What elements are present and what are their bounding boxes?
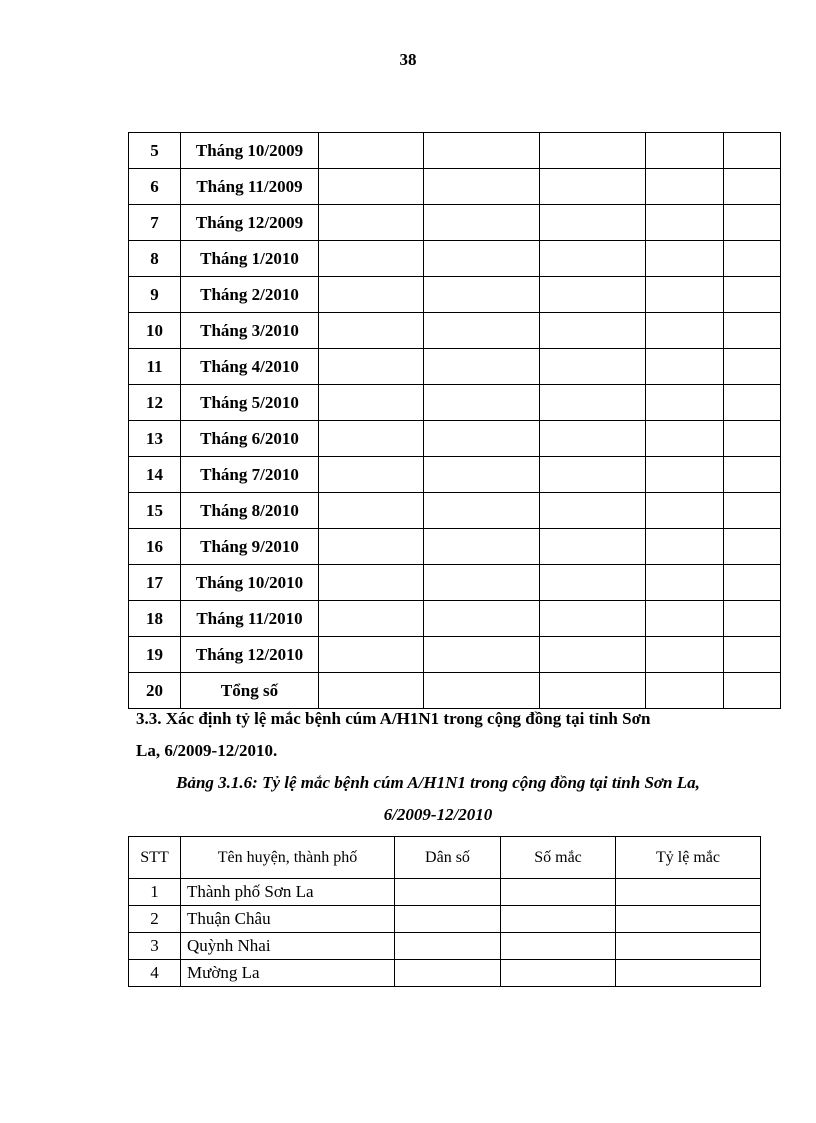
row-stt: 5 <box>129 133 181 169</box>
empty-cell <box>646 133 724 169</box>
table-row <box>129 133 781 169</box>
empty-cell <box>424 565 540 601</box>
row-stt: 7 <box>129 205 181 241</box>
table-row <box>129 241 781 277</box>
empty-cell <box>616 933 761 960</box>
empty-cell <box>646 349 724 385</box>
row-month: Tháng 7/2010 <box>181 457 319 493</box>
empty-cell <box>646 529 724 565</box>
table-row <box>129 565 781 601</box>
empty-cell <box>724 169 781 205</box>
section-heading-line1: 3.3. Xác định tỷ lệ mắc bệnh cúm A/H1N1 trong cộng đồng tại tỉnh Sơn <box>136 709 651 728</box>
table-row <box>129 313 781 349</box>
page-number: 38 <box>399 50 417 69</box>
district-name: Quỳnh Nhai <box>181 933 395 960</box>
empty-cell <box>319 529 424 565</box>
empty-cell <box>646 169 724 205</box>
row-month: Tháng 8/2010 <box>181 493 319 529</box>
header-population: Dân số <box>395 837 501 879</box>
row-stt: 9 <box>129 277 181 313</box>
empty-cell <box>424 637 540 673</box>
empty-cell <box>424 349 540 385</box>
empty-cell <box>540 637 646 673</box>
empty-cell <box>319 169 424 205</box>
row-month: Tổng số <box>181 673 319 709</box>
empty-cell <box>646 205 724 241</box>
district-header-row <box>129 837 761 879</box>
empty-cell <box>424 313 540 349</box>
table-row <box>129 457 781 493</box>
empty-cell <box>319 133 424 169</box>
empty-cell <box>319 349 424 385</box>
row-month: Tháng 4/2010 <box>181 349 319 385</box>
empty-cell <box>540 529 646 565</box>
empty-cell <box>724 313 781 349</box>
row-month: Tháng 9/2010 <box>181 529 319 565</box>
empty-cell <box>501 879 616 906</box>
row-month: Tháng 2/2010 <box>181 277 319 313</box>
row-stt: 19 <box>129 637 181 673</box>
empty-cell <box>319 277 424 313</box>
empty-cell <box>319 493 424 529</box>
empty-cell <box>724 601 781 637</box>
row-month: Tháng 10/2010 <box>181 565 319 601</box>
empty-cell <box>501 960 616 987</box>
row-stt: 6 <box>129 169 181 205</box>
empty-cell <box>616 879 761 906</box>
row-month: Tháng 12/2010 <box>181 637 319 673</box>
district-stt: 4 <box>129 960 181 987</box>
row-stt: 11 <box>129 349 181 385</box>
empty-cell <box>724 565 781 601</box>
empty-cell <box>724 385 781 421</box>
empty-cell <box>540 421 646 457</box>
empty-cell <box>724 493 781 529</box>
empty-cell <box>424 241 540 277</box>
district-stt: 3 <box>129 933 181 960</box>
row-month: Tháng 5/2010 <box>181 385 319 421</box>
empty-cell <box>540 565 646 601</box>
empty-cell <box>724 133 781 169</box>
empty-cell <box>646 241 724 277</box>
empty-cell <box>540 133 646 169</box>
district-name: Mường La <box>181 960 395 987</box>
empty-cell <box>319 565 424 601</box>
empty-cell <box>501 906 616 933</box>
district-stt: 1 <box>129 879 181 906</box>
empty-cell <box>540 349 646 385</box>
table-row <box>129 277 781 313</box>
table-row <box>129 933 761 960</box>
empty-cell <box>424 529 540 565</box>
row-stt: 13 <box>129 421 181 457</box>
table-caption-line2: 6/2009-12/2010 <box>383 805 493 824</box>
district-stt: 2 <box>129 906 181 933</box>
empty-cell <box>724 529 781 565</box>
row-stt: 14 <box>129 457 181 493</box>
row-month: Tháng 11/2010 <box>181 601 319 637</box>
empty-cell <box>424 169 540 205</box>
empty-cell <box>724 637 781 673</box>
empty-cell <box>646 637 724 673</box>
empty-cell <box>424 205 540 241</box>
empty-cell <box>540 313 646 349</box>
empty-cell <box>646 457 724 493</box>
empty-cell <box>319 241 424 277</box>
empty-cell <box>724 421 781 457</box>
table-row <box>129 637 781 673</box>
empty-cell <box>724 349 781 385</box>
table-row <box>129 349 781 385</box>
empty-cell <box>501 933 616 960</box>
empty-cell <box>724 241 781 277</box>
empty-cell <box>319 637 424 673</box>
empty-cell <box>395 906 501 933</box>
empty-cell <box>319 457 424 493</box>
empty-cell <box>540 493 646 529</box>
empty-cell <box>424 133 540 169</box>
empty-cell <box>646 385 724 421</box>
empty-cell <box>540 601 646 637</box>
table-row <box>129 906 761 933</box>
empty-cell <box>540 457 646 493</box>
table-row <box>129 421 781 457</box>
section-heading-line2: La, 6/2009-12/2010. <box>136 741 278 760</box>
empty-cell <box>319 601 424 637</box>
empty-cell <box>646 277 724 313</box>
empty-cell <box>424 277 540 313</box>
row-stt: 8 <box>129 241 181 277</box>
table-caption-line1: Bảng 3.1.6: Tỷ lệ mắc bệnh cúm A/H1N1 trong cộng đồng tại tỉnh Sơn La, <box>176 773 700 792</box>
empty-cell <box>616 960 761 987</box>
header-rate: Tỷ lệ mắc <box>616 837 761 879</box>
table-row <box>129 529 781 565</box>
empty-cell <box>540 277 646 313</box>
monthly-table <box>128 132 781 709</box>
table-row <box>129 169 781 205</box>
empty-cell <box>724 205 781 241</box>
empty-cell <box>319 205 424 241</box>
empty-cell <box>424 493 540 529</box>
district-table <box>128 836 761 987</box>
table-row <box>129 493 781 529</box>
empty-cell <box>646 565 724 601</box>
district-name: Thành phố Sơn La <box>181 879 395 906</box>
empty-cell <box>724 277 781 313</box>
empty-cell <box>319 421 424 457</box>
empty-cell <box>540 385 646 421</box>
empty-cell <box>646 313 724 349</box>
header-cases: Số mắc <box>501 837 616 879</box>
table-row <box>129 960 761 987</box>
empty-cell <box>395 933 501 960</box>
empty-cell <box>424 457 540 493</box>
table-row <box>129 601 781 637</box>
row-stt: 18 <box>129 601 181 637</box>
empty-cell <box>646 421 724 457</box>
header-district-name: Tên huyện, thành phố <box>181 837 395 879</box>
empty-cell <box>646 601 724 637</box>
row-stt: 15 <box>129 493 181 529</box>
row-stt: 10 <box>129 313 181 349</box>
empty-cell <box>540 241 646 277</box>
empty-cell <box>540 205 646 241</box>
row-stt: 17 <box>129 565 181 601</box>
table-row <box>129 205 781 241</box>
row-stt: 12 <box>129 385 181 421</box>
row-month: Tháng 12/2009 <box>181 205 319 241</box>
row-month: Tháng 11/2009 <box>181 169 319 205</box>
empty-cell <box>395 879 501 906</box>
row-month: Tháng 10/2009 <box>181 133 319 169</box>
header-stt: STT <box>129 837 181 879</box>
district-name: Thuận Châu <box>181 906 395 933</box>
empty-cell <box>395 960 501 987</box>
row-stt: 16 <box>129 529 181 565</box>
row-month: Tháng 1/2010 <box>181 241 319 277</box>
empty-cell <box>424 421 540 457</box>
empty-cell <box>424 601 540 637</box>
empty-cell <box>646 493 724 529</box>
empty-cell <box>540 169 646 205</box>
row-stt: 20 <box>129 673 181 709</box>
row-month: Tháng 3/2010 <box>181 313 319 349</box>
table-row <box>129 385 781 421</box>
row-month: Tháng 6/2010 <box>181 421 319 457</box>
table-row <box>129 879 761 906</box>
empty-cell <box>319 313 424 349</box>
empty-cell <box>724 457 781 493</box>
empty-cell <box>424 385 540 421</box>
empty-cell <box>616 906 761 933</box>
empty-cell <box>319 385 424 421</box>
